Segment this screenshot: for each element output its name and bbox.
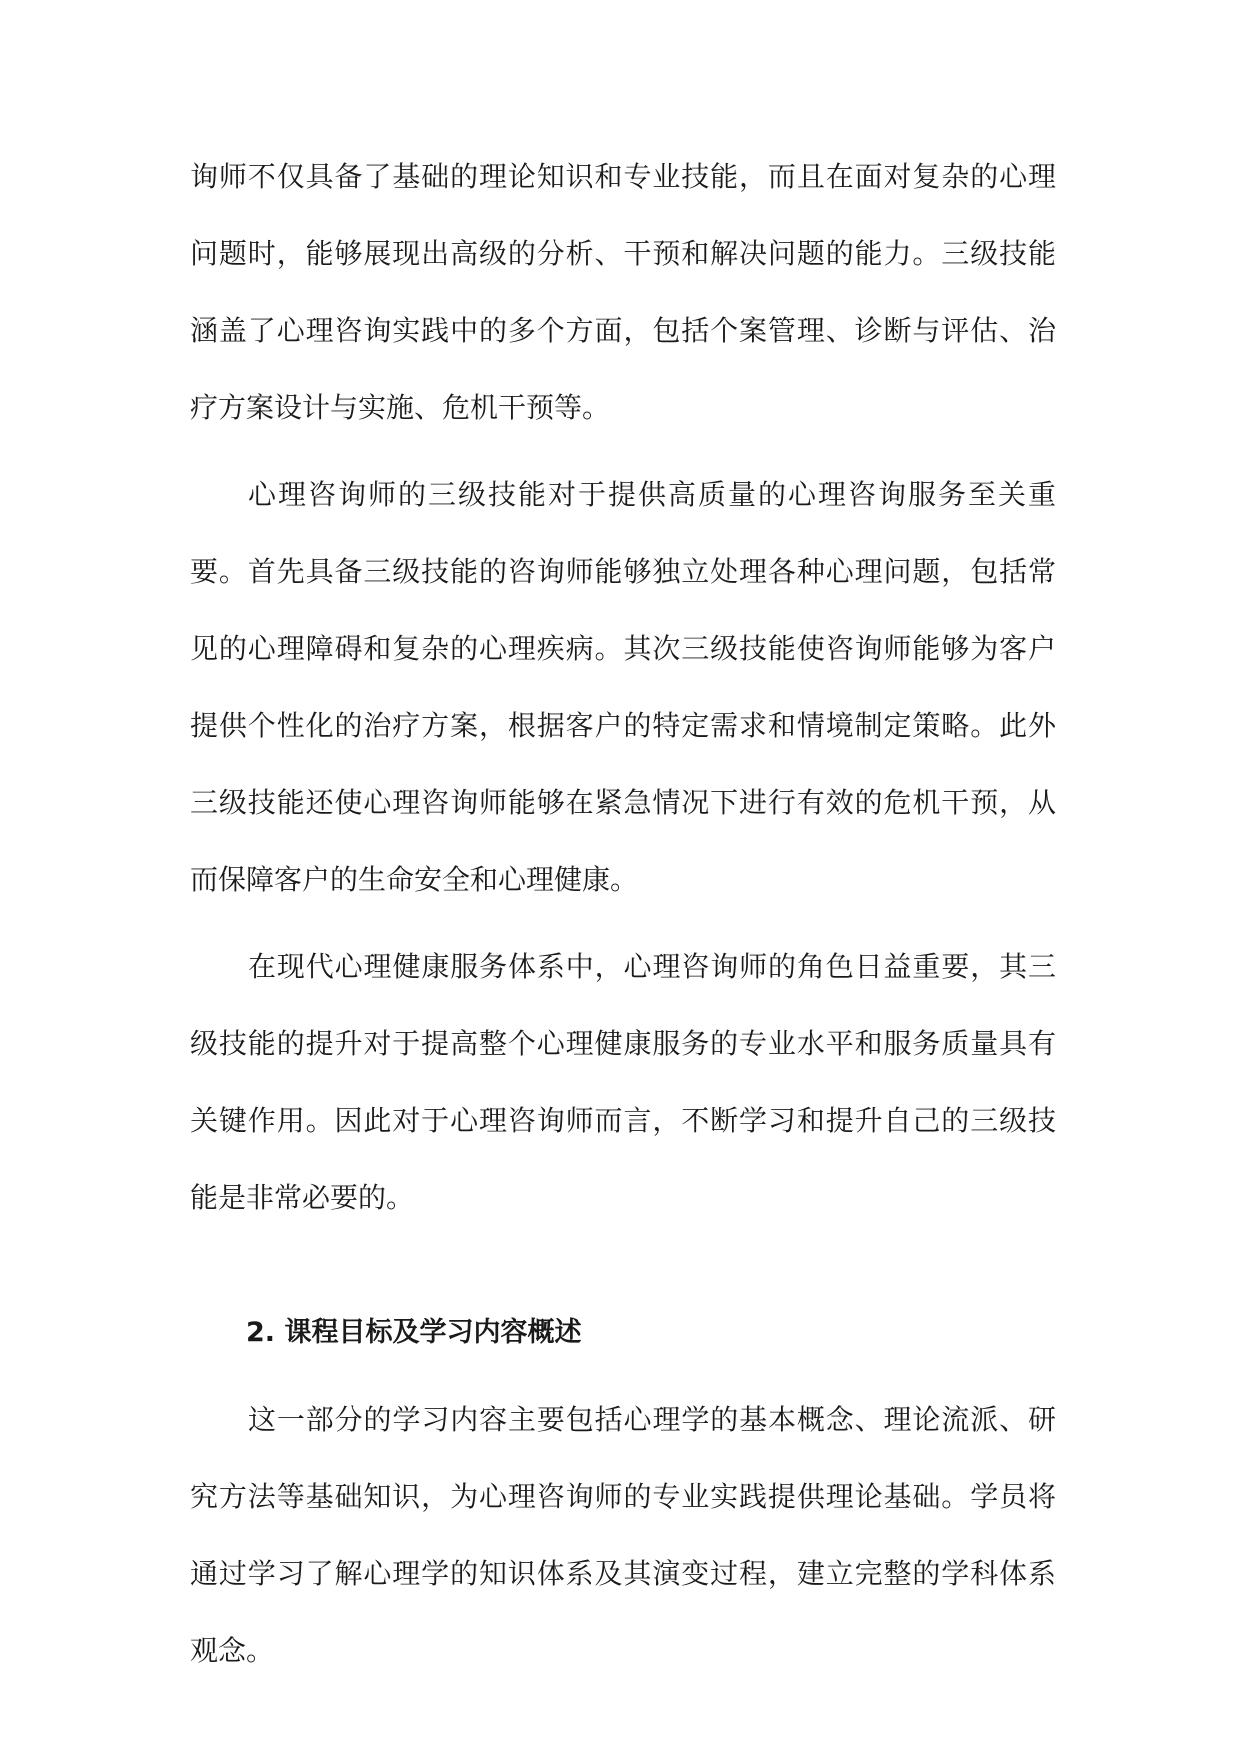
paragraph-gap bbox=[190, 1371, 1056, 1381]
paragraph-continued: 询师不仅具备了基础的理论知识和专业技能，而且在面对复杂的心理问题时，能够展现出高级的分析、干预和解决问题的能力。三级技能涵盖了心理咨询实践中的多个方面，包括个案管理、诊断与评估、治疗方案设计与实施、危机干预等。 bbox=[190, 160, 1056, 424]
paragraph-section-content: 这一部分的学习内容主要包括心理学的基本概念、理论流派、研究方法等基础知识，为心理咨询师的专业实践提供理论基础。学员将通过学习了解心理学的知识体系及其演变过程，建立完整的学科体系观念。 bbox=[190, 1403, 1056, 1667]
paragraph-modern-role: 在现代心理健康服务体系中，心理咨询师的角色日益重要，其三级技能的提升对于提高整个心理健康服务的专业水平和服务质量具有关键作用。因此对于心理咨询师而言，不断学习和提升自己的三级技能是非常必要的。 bbox=[190, 950, 1056, 1214]
paragraph-importance: 心理咨询师的三级技能对于提供高质量的心理咨询服务至关重要。首先具备三级技能的咨询师能够独立处理各种心理问题，包括常见的心理障碍和复杂的心理疾病。其次三级技能使咨询师能够为客户提供个性化的治疗方案，根据客户的特定需求和情境制定策略。此外三级技能还使心理咨询师能够在紧急情况下进行有效的危机干预，从而保障客户的生命安全和心理健康。 bbox=[190, 478, 1056, 896]
paragraph-gap bbox=[190, 918, 1056, 928]
document-page bbox=[190, 138, 1056, 1689]
section-heading: 2. 课程目标及学习内容概述 bbox=[246, 1317, 582, 1348]
paragraph-gap bbox=[190, 446, 1056, 456]
section-gap bbox=[190, 1236, 1056, 1294]
